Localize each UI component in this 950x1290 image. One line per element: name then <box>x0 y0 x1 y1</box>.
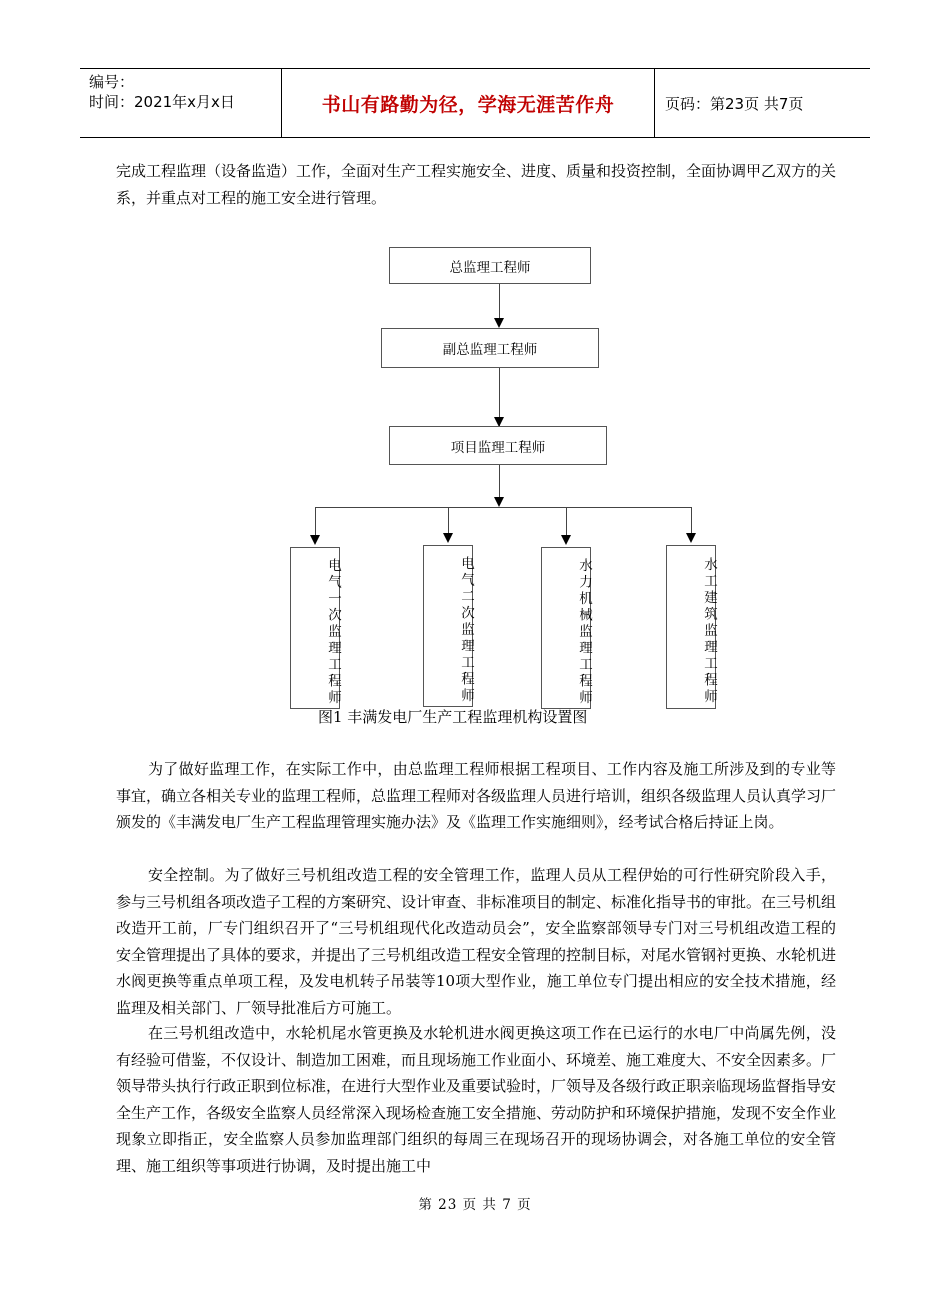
connector-branch-4 <box>691 507 692 535</box>
connector-branch-1 <box>315 507 316 537</box>
arrow-down-icon <box>443 533 453 543</box>
page-footer: 第 23 页 共 7 页 <box>418 1197 532 1213</box>
header-page-label: 页码：第23页 共7页 <box>665 94 804 113</box>
header-meta-cell <box>80 69 282 137</box>
body-paragraph-1: 为了做好监理工作，在实际工作中，由总监理工程师根据工程项目、工作内容及施工所涉及到的专业等事宜，确立各相关专业的监理工程师，总监理工程师对各级监理人员进行培训，组织各级监理人员认真学习厂颁发的《丰满发电厂生产工程监理管理实施办法》及《监理工作实施细则》，经考试合格后持证上岗。 <box>116 760 837 831</box>
connector-branch-3 <box>566 507 567 537</box>
org-box-hydraulic-machinery: 水力机械监理工程师 <box>541 547 591 709</box>
org-box-deputy: 副总监理工程师 <box>381 328 599 368</box>
org-box-electrical-primary: 电气一次监理工程师 <box>290 547 340 709</box>
document-header <box>80 68 870 138</box>
intro-paragraph: 完成工程监理（设备监造）工作，全面对生产工程实施安全、进度、质量和投资控制，全面协调甲乙双方的关系，并重点对工程的施工安全进行管理。 <box>116 162 837 207</box>
org-box-hydraulic-construction: 水工建筑监理工程师 <box>666 545 716 709</box>
document-number-label: 编号： <box>89 73 135 91</box>
document-time-label: 时间：2021年x月x日 <box>89 93 235 111</box>
org-box-electrical-secondary: 电气二次监理工程师 <box>423 545 473 707</box>
arrow-down-icon <box>561 535 571 545</box>
connector-project-bus <box>499 465 500 499</box>
connector-branch-2 <box>448 507 449 535</box>
arrow-down-icon <box>310 535 320 545</box>
header-motto: 书山有路勤为径，学海无涯苦作舟 <box>282 69 655 137</box>
org-box-chief: 总监理工程师 <box>389 247 591 284</box>
body-paragraph-3: 在三号机组改造中，水轮机尾水管更换及水轮机进水阀更换这项工作在已运行的水电厂中尚属先例，没有经验可借鉴，不仅设计、制造加工困难，而且现场施工作业面小、环境差、施工难度大、不安全因素多。厂领导带头执行行政正职到位标准，在进行大型作业及重要试验时，厂领导及各级行政正职亲临现场监督指导安全生产工作，各级安全监察人员经常深入现场检查施工安全措施、劳动防护和环境保护措施，发现不安全作业现象立即指正，安全监察人员参加监理部门组织的每周三在现场召开的现场协调会，对各施工单位的安全管理、施工组织等事项进行协调，及时提出施工中 <box>116 1024 837 1175</box>
arrow-down-icon <box>494 318 504 328</box>
arrow-down-icon <box>686 533 696 543</box>
arrow-down-icon <box>494 497 504 507</box>
figure-caption: 图1 丰满发电厂生产工程监理机构设置图 <box>318 708 588 726</box>
connector-bus <box>315 507 691 508</box>
org-box-project: 项目监理工程师 <box>389 426 607 465</box>
body-paragraph-2: 安全控制。为了做好三号机组改造工程的安全管理工作，监理人员从工程伊始的可行性研究阶段入手，参与三号机组各项改造子工程的方案研究、设计审查、非标准项目的制定、标准化指导书的审批。在三号机组改造开工前，厂专门组织召开了“三号机组现代化改造动员会”，安全监察部领导专门对三号机组改造工程的安全管理提出了具体的要求，并提出了三号机组改造工程安全管理的控制目标，对尾水管钢衬更换、水轮机进水阀更换等重点单项工程，及发电机转子吊装等10项大型作业，施工单位专门提出相应的安全技术措施，经监理及相关部门、厂领导批准后方可施工。 <box>116 866 837 1017</box>
